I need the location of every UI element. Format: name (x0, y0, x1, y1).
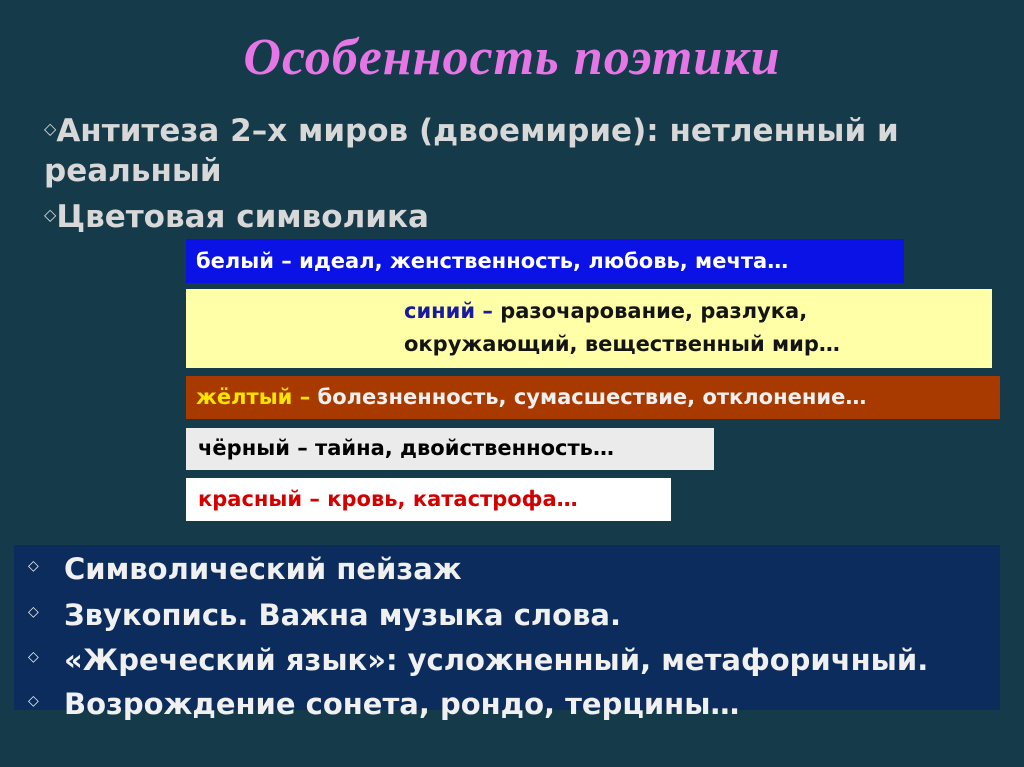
color-box-red (186, 478, 671, 521)
diamond-bullet-icon: ◇ (28, 604, 39, 620)
color-box-blue (186, 289, 992, 368)
list-item-text: Символический пейзаж (64, 552, 462, 586)
diamond-bullet-icon: ◇ (44, 118, 57, 138)
color-box-black (186, 428, 714, 470)
color-box-white (186, 239, 904, 283)
diamond-bullet-icon: ◇ (28, 649, 39, 665)
color-meaning-blue-line1: разочарование, разлука, (492, 299, 808, 323)
color-meaning-blue-line2: окружающий, вещественный мир… (404, 332, 840, 356)
list-item (14, 548, 1000, 588)
list-item-text: Звукопись. Важна музыка слова. (64, 598, 622, 632)
bullet-color-symbolism-text: Цветовая символика (56, 199, 429, 235)
bottom-panel (14, 545, 1000, 721)
list-item-text: Возрождение сонета, рондо, терцины… (64, 687, 740, 721)
color-term-yellow: жёлтый – (196, 385, 311, 409)
bullet-antithesis-line1: Антитеза 2–х миров (двоемирие): нетленный и (56, 113, 899, 149)
color-meaning-black: тайна, двойственность… (307, 436, 614, 460)
bullet-antithesis-line2: реальный (44, 152, 222, 189)
list-item (14, 639, 1000, 679)
color-term-black: чёрный – (198, 436, 308, 460)
list-item (14, 683, 1000, 723)
list-item-text: «Жреческий язык»: усложненный, метафоричный. (64, 643, 929, 677)
slide-title: Особенность поэтики (243, 29, 781, 86)
color-term-white: белый – (196, 249, 292, 273)
diamond-bullet-icon: ◇ (28, 558, 39, 574)
color-box-yellow (186, 376, 1000, 419)
bullet-color-symbolism (44, 198, 429, 238)
color-meaning-yellow: болезненность, сумасшествие, отклонение… (310, 385, 867, 409)
list-item (14, 594, 1000, 634)
color-meaning-white: идеал, женственность, любовь, мечта… (291, 249, 789, 273)
color-term-blue: синий – (404, 299, 493, 323)
diamond-bullet-icon: ◇ (44, 204, 57, 224)
color-meaning-red: кровь, катастрофа… (319, 487, 578, 511)
color-term-red: красный – (198, 487, 320, 511)
diamond-bullet-icon: ◇ (28, 693, 39, 709)
bullet-antithesis (44, 112, 899, 190)
